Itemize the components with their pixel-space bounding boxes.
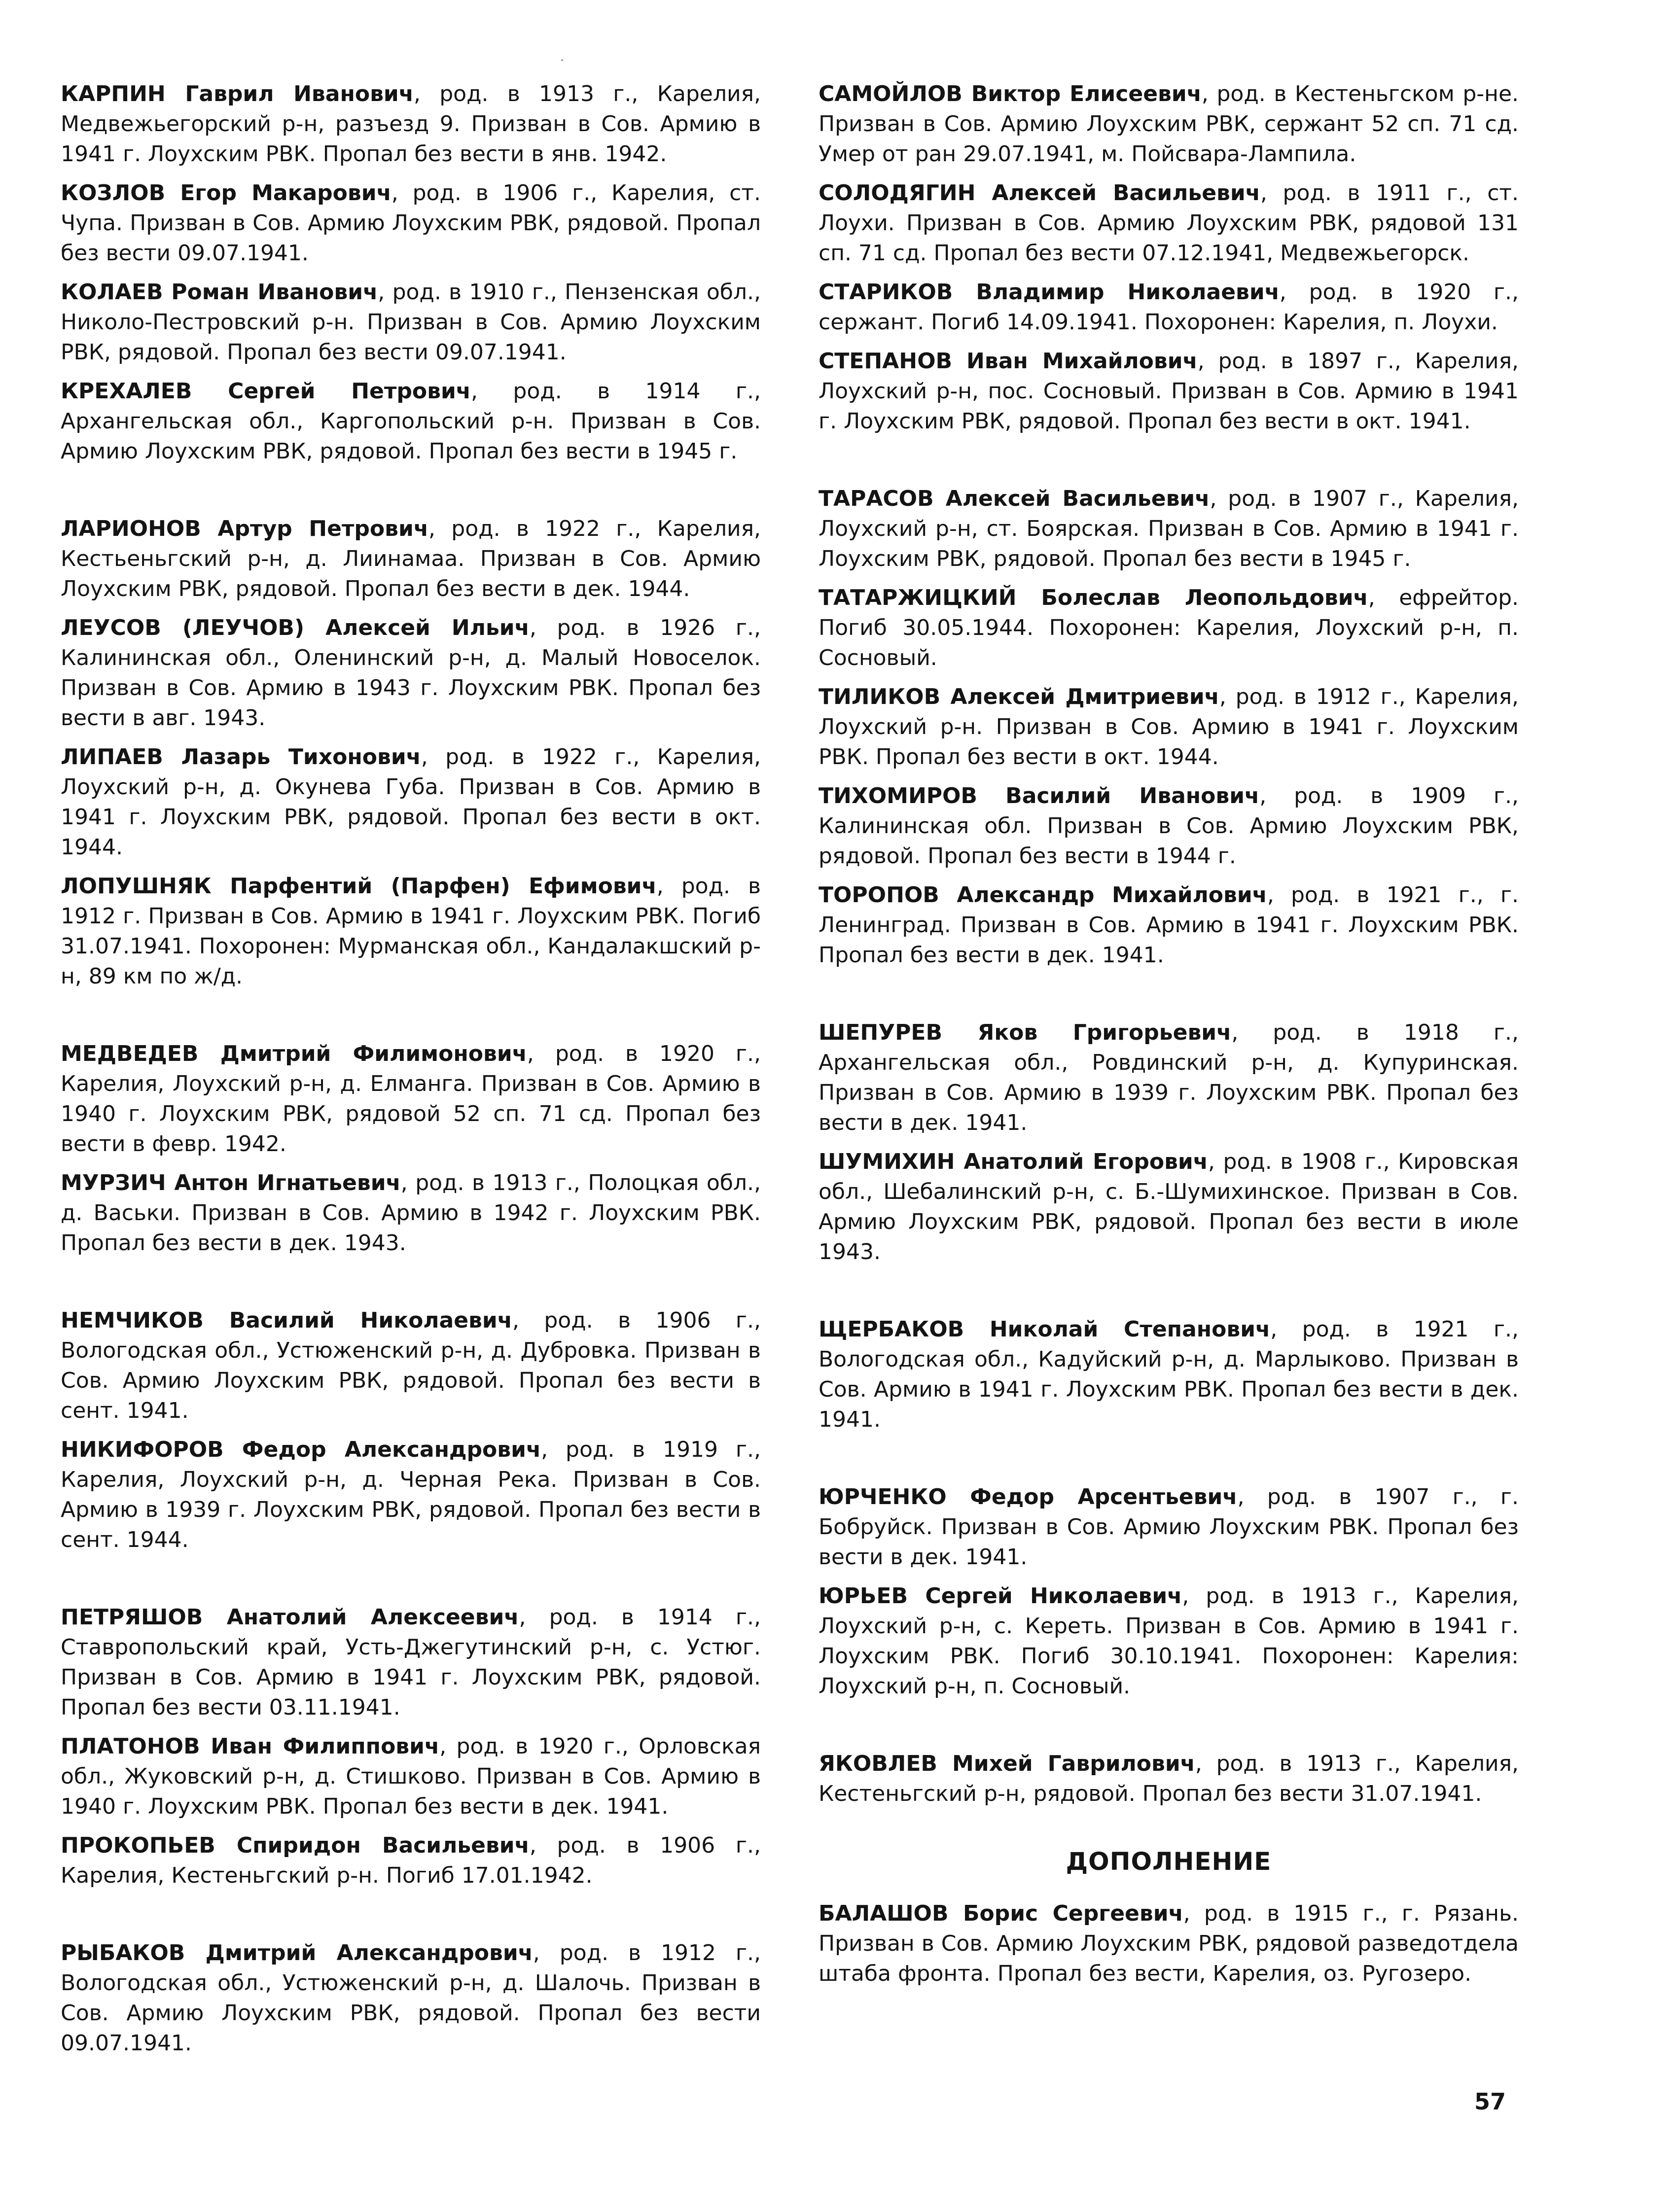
entry-text: , род. в 1910 г., Пензенская обл., Николо-Пестровский р-н. Призван в Сов. Армию Лоухским РВК, рядовой. Пропал без вести 09.07.1941. [61, 280, 761, 365]
person-name: ПЕТРЯШОВ Анатолий Алексеевич [61, 1605, 519, 1630]
list-entry [61, 277, 761, 367]
person-name: ШУМИХИН Анатолий Егорович [819, 1149, 1208, 1174]
entry-text: , род. в 1906 г., Карелия, ст. Чупа. Призван в Сов. Армию Лоухским РВК, рядовой. Пропал без вести 09.07.1941. [61, 180, 761, 266]
entry-text: , род. в 1921 г., г. Ленинград. Призван в Сов. Армию в 1941 г. Лоухским РВК. Пропал без вести в дек. 1941. [819, 882, 1519, 968]
person-name: СТАРИКОВ Владимир Николаевич [819, 280, 1280, 305]
entry-text: , род. в 1918 г., Архангельская обл., Ровдинский р-н, д. Купуринская. Призван в Сов. Армию в 1939 г. Лоухским РВК. Пропал без вести в дек. 1941. [819, 1020, 1519, 1135]
person-name: СТЕПАНОВ Иван Михайлович [819, 349, 1198, 374]
list-entry [819, 79, 1519, 169]
list-entry [61, 514, 761, 604]
person-name: КРЕХАЛЕВ Сергей Петрович [61, 379, 471, 404]
list-entry [61, 742, 761, 862]
list-entry [61, 1039, 761, 1159]
list-entry [61, 376, 761, 466]
entry-text: , род. в 1913 г., Карелия, Лоухский р-н, с. Кереть. Призван в Сов. Армию в 1941 г. Лоухским РВК. Погиб 30.10.1941. Похоронен: Карелия: Лоухский р-н, п. Сосновый. [819, 1583, 1519, 1699]
list-entry [819, 346, 1519, 436]
entry-text: , род. в 1908 г., Кировская обл., Шебалинский р-н, с. Б.-Шумихинское. Призван в Сов. Армию Лоухским РВК, рядовой. Пропал без вести в июле 1943. [819, 1149, 1519, 1264]
entry-text: , род. в 1922 г., Карелия, Кестьеньгский р-н, д. Лиинамаа. Призван в Сов. Армию Лоухским РВК, рядовой. Пропал без вести в дек. 1944. [61, 516, 761, 601]
person-name: МУРЗИЧ Антон Игнатьевич [61, 1170, 401, 1195]
entry-text: , род. в 1913 г., Карелия, Кестеньгский р-н, рядовой. Пропал без вести 31.07.1941. [819, 1751, 1519, 1806]
person-name: ЩЕРБАКОВ Николай Степанович [819, 1317, 1271, 1342]
list-entry [819, 682, 1519, 772]
entry-text: , род. в 1907 г., г. Бобруйск. Призван в Сов. Армию Лоухским РВК. Пропал без вести в дек. 1941. [819, 1484, 1519, 1570]
person-name: ЮРЧЕНКО Федор Арсентьевич [819, 1484, 1238, 1510]
entry-text: , ефрейтор. Погиб 30.05.1944. Похоронен: Карелия, Лоухский р-н, п. Сосновый. [819, 585, 1519, 670]
list-entry [819, 1749, 1519, 1809]
list-entry [819, 781, 1519, 871]
list-entry [61, 1168, 761, 1258]
entry-text: , род. в 1921 г., Вологодская обл., Кадуйский р-н, д. Марлыково. Призван в Сов. Армию в 1941 г. Лоухским РВК. Пропал без вести в дек. 1941. [819, 1317, 1519, 1432]
right-column [819, 79, 1519, 1998]
person-name: КОЛАЕВ Роман Иванович [61, 280, 378, 305]
person-name: КОЗЛОВ Егор Макарович [61, 180, 392, 206]
entry-text: , род. в 1907 г., Карелия, Лоухский р-н, ст. Боярская. Призван в Сов. Армию в 1941 г. Лоухским РВК, рядовой. Пропал без вести в 1945 г. [819, 486, 1519, 571]
list-entry [819, 1482, 1519, 1572]
person-name: ЛАРИОНОВ Артур Петрович [61, 516, 429, 541]
person-name: САМОЙЛОВ Виктор Елисеевич [819, 81, 1202, 106]
list-entry [61, 1435, 761, 1555]
person-name: БАЛАШОВ Борис Сергеевич [819, 1901, 1183, 1926]
entry-text: , род. в 1912 г., Вологодская обл., Устюженский р-н, д. Шалочь. Призван в Сов. Армию Лоухским РВК, рядовой. Пропал без вести 09.07.1941. [61, 1940, 761, 2056]
entry-text: , род. в 1913 г., Полоцкая обл., д. Васьки. Призван в Сов. Армию в 1942 г. Лоухским РВК. Пропал без вести в дек. 1943. [61, 1170, 761, 1256]
person-name: МЕДВЕДЕВ Дмитрий Филимонович [61, 1041, 527, 1066]
person-name: ТИЛИКОВ Алексей Дмитриевич [819, 684, 1219, 709]
entry-text: , род. в 1920 г., Орловская обл., Жуковский р-н, д. Стишково. Призван в Сов. Армию в 1940 г. Лоухским РВК. Пропал без вести в дек. 1941. [61, 1734, 761, 1819]
list-entry [819, 1581, 1519, 1701]
entry-text: , род. в 1919 г., Карелия, Лоухский р-н, д. Черная Река. Призван в Сов. Армию в 1939 г. Лоухским РВК, рядовой. Пропал без вести в сент. 1944. [61, 1437, 761, 1552]
list-entry [819, 484, 1519, 574]
section-title: ДОПОЛНЕНИЕ [1066, 1847, 1272, 1876]
entry-text: , род. в 1906 г., Вологодская обл., Устюженский р-н, д. Дубровка. Призван в Сов. Армию Лоухским РВК, рядовой. Пропал без вести в сент. 1941. [61, 1308, 761, 1423]
entry-text: , род. в 1911 г., ст. Лоухи. Призван в Сов. Армию Лоухским РВК, рядовой 131 сп. 71 сд. Пропал без вести 07.12.1941, Медвежьегорск. [819, 180, 1519, 266]
list-entry [61, 871, 761, 991]
entry-text: , род. в 1914 г., Архангельская обл., Каргопольский р-н. Призван в Сов. Армию Лоухским РВК, рядовой. Пропал без вести в 1945 г. [61, 379, 761, 464]
list-entry [819, 1898, 1519, 1989]
list-entry [819, 1314, 1519, 1435]
entry-text: , род. в 1915 г., г. Рязань. Призван в Сов. Армию Лоухским РВК, рядовой разведотдела штаба фронта. Пропал без вести, Карелия, оз. Ругозеро. [819, 1901, 1519, 1986]
person-name: ТОРОПОВ Александр Михайлович [819, 882, 1267, 908]
person-name: СОЛОДЯГИН Алексей Васильевич [819, 180, 1260, 206]
entry-text: , род. в 1909 г., Калининская обл. Призван в Сов. Армию Лоухским РВК, рядовой. Пропал без вести в 1944 г. [819, 783, 1519, 869]
entry-text: , род. в 1906 г., Карелия, Кестеньгский р-н. Погиб 17.01.1942. [61, 1833, 761, 1888]
person-name: КАРПИН Гаврил Иванович [61, 81, 414, 106]
list-entry [819, 277, 1519, 337]
person-name: ЮРЬЕВ Сергей Николаевич [819, 1583, 1182, 1609]
person-name: ПЛАТОНОВ Иван Филиппович [61, 1734, 440, 1759]
list-entry [819, 583, 1519, 673]
person-name: НЕМЧИКОВ Василий Николаевич [61, 1308, 512, 1333]
list-entry [61, 1938, 761, 2058]
list-entry [819, 1147, 1519, 1267]
list-entry [61, 1830, 761, 1891]
list-entry [819, 880, 1519, 970]
list-entry [61, 79, 761, 169]
entry-text: , род. в 1912 г. Призван в Сов. Армию в 1941 г. Лоухским РВК. Погиб 31.07.1941. Похоронен: Мурманская обл., Кандалакшский р-н, 89 км по ж/д. [61, 874, 761, 989]
person-name: ТАРАСОВ Алексей Васильевич [819, 486, 1210, 511]
person-name: РЫБАКОВ Дмитрий Александрович [61, 1940, 533, 1966]
list-entry [819, 178, 1519, 268]
person-name: ЛОПУШНЯК Парфентий (Парфен) Ефимович [61, 874, 657, 899]
person-name: НИКИФОРОВ Федор Александрович [61, 1437, 541, 1462]
entry-text: , род. в 1920 г., Карелия, Лоухский р-н, д. Елманга. Призван в Сов. Армию в 1940 г. Лоухским РВК, рядовой 52 сп. 71 сд. Пропал без вести в февр. 1942. [61, 1041, 761, 1157]
entry-text: , род. в 1922 г., Карелия, Лоухский р-н, д. Окунева Губа. Призван в Сов. Армию в 1941 г. Лоухским РВК, рядовой. Пропал без вести в окт. 1944. [61, 744, 761, 860]
person-name: ТИХОМИРОВ Василий Иванович [819, 783, 1260, 808]
entry-text: , род. в 1920 г., сержант. Погиб 14.09.1941. Похоронен: Карелия, п. Лоухи. [819, 280, 1519, 335]
list-entry [61, 1731, 761, 1822]
entry-text: , род. в 1926 г., Калининская обл., Оленинский р-н, д. Малый Новоселок. Призван в Сов. Армию в 1943 г. Лоухским РВК. Пропал без вести в авг. 1943. [61, 615, 761, 731]
entry-text: , род. в 1897 г., Карелия, Лоухский р-н, пос. Сосновый. Призван в Сов. Армию в 1941 г. Лоухским РВК, рядовой. Пропал без вести в окт. 1941. [819, 349, 1519, 434]
entry-text: , род. в 1912 г., Карелия, Лоухский р-н. Призван в Сов. Армию в 1941 г. Лоухским РВК. Пропал без вести в окт. 1944. [819, 684, 1519, 770]
person-name: ТАТАРЖИЦКИЙ Болеслав Леопольдович [819, 585, 1368, 610]
person-name: ЛИПАЕВ Лазарь Тихонович [61, 744, 421, 770]
print-speck [561, 59, 563, 61]
list-entry [61, 1602, 761, 1722]
person-name: ЯКОВЛЕВ Михей Гаврилович [819, 1751, 1195, 1776]
list-entry [61, 613, 761, 733]
person-name: ПРОКОПЬЕВ Спиридон Васильевич [61, 1833, 530, 1858]
list-entry [819, 1018, 1519, 1138]
entry-text: , род. в Кестеньгском р-не. Призван в Сов. Армию Лоухским РВК, сержант 52 сп. 71 сд. Умер от ран 29.07.1941, м. Пойсвара-Лампила. [819, 81, 1519, 167]
page-number: 57 [1474, 2088, 1506, 2115]
entry-text: , род. в 1913 г., Карелия, Медвежьегорский р-н, разъезд 9. Призван в Сов. Армию в 1941 г. Лоухским РВК. Пропал без вести в янв. 1942. [61, 81, 761, 167]
list-entry [61, 178, 761, 268]
person-name: ШЕПУРЕВ Яков Григорьевич [819, 1020, 1232, 1045]
list-entry [61, 1305, 761, 1426]
person-name: ЛЕУСОВ (ЛЕУЧОВ) Алексей Ильич [61, 615, 530, 640]
entry-text: , род. в 1914 г., Ставропольский край, Усть-Джегутинский р-н, с. Устюг. Призван в Сов. Армию в 1941 г. Лоухским РВК, рядовой. Пропал без вести 03.11.1941. [61, 1605, 761, 1720]
left-column [61, 79, 761, 2067]
